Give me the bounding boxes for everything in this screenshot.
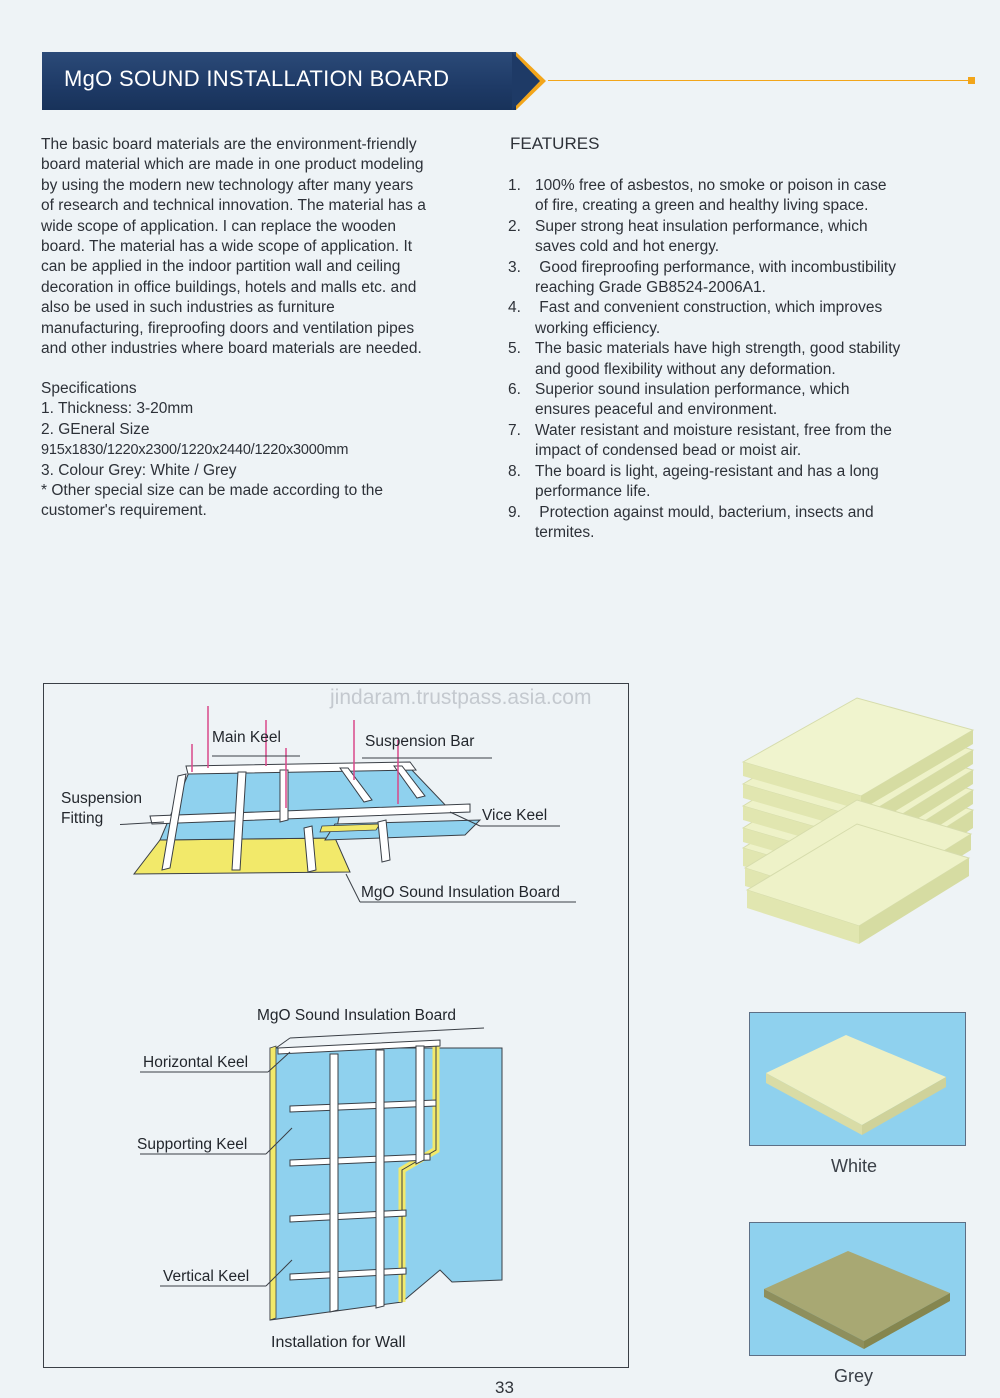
leader-line — [346, 874, 360, 902]
feature-item — [508, 176, 948, 217]
feature-number: 7. — [508, 421, 521, 439]
specifications — [41, 379, 491, 522]
feature-item — [508, 462, 948, 503]
feature-number: 5. — [508, 340, 521, 358]
banner-arrow — [512, 52, 540, 110]
vertical-keel — [376, 1050, 384, 1308]
grey-board-sample — [750, 1223, 964, 1354]
label-supporting-keel: Supporting Keel — [137, 1136, 248, 1153]
feature-number: 6. — [508, 381, 521, 399]
feature-number: 4. — [508, 299, 521, 317]
feature-item — [508, 380, 948, 421]
label-suspension-fitting: Fitting — [61, 810, 104, 827]
feature-line: The board is light, ageing-resistant and has a long — [535, 462, 879, 480]
feature-line: and good flexibility without any deformation. — [535, 360, 836, 378]
label-suspension-bar: Suspension Bar — [365, 733, 475, 750]
page-title: MgO SOUND INSTALLATION BOARD — [64, 66, 450, 91]
ceiling-diagram — [120, 700, 600, 910]
feature-item — [508, 421, 948, 462]
spec-line: 3. Colour Grey: White / Grey — [41, 461, 237, 479]
feature-number: 1. — [508, 177, 521, 194]
white-caption: White — [831, 1156, 878, 1176]
spec-line: customer's requirement. — [41, 502, 207, 520]
feature-number: 3. — [508, 258, 521, 276]
feature-item — [508, 298, 948, 339]
spec-line: * Other special size can be made according to the — [41, 482, 384, 500]
intro-line: can be applied in the indoor partition wall and ceiling — [41, 258, 401, 276]
spec-line: 1. Thickness: 3-20mm — [41, 400, 194, 418]
feature-line: reaching Grade GB8524-2006A1. — [535, 279, 766, 297]
feature-item — [508, 258, 948, 299]
feature-line: Water resistant and moisture resistant, free from the — [535, 421, 892, 439]
label-vice-keel: Vice Keel — [482, 807, 548, 824]
spec-heading: Specifications — [41, 380, 137, 397]
stacked-boards-image — [735, 690, 980, 980]
feature-item — [508, 503, 948, 544]
leader-line — [290, 1028, 484, 1038]
feature-line: 100% free of asbestos, no smoke or poison in case — [535, 177, 887, 194]
feature-line: Fast and convenient construction, which improves — [535, 299, 883, 317]
feature-item — [508, 217, 948, 258]
intro-line: board material which are made in one product modeling — [41, 156, 424, 174]
feature-line: working efficiency. — [535, 319, 661, 337]
label-suspension-fitting: Suspension — [61, 790, 143, 807]
spec-line: 2. GEneral Size — [41, 420, 150, 438]
intro-line: board. The material has a wide scope of application. It — [41, 238, 413, 256]
feature-number: 8. — [508, 462, 521, 480]
label-main-keel: Main Keel — [212, 729, 281, 746]
feature-line: ensures peaceful and environment. — [535, 401, 778, 419]
page-number: 33 — [495, 1378, 514, 1397]
vertical-keel — [330, 1054, 338, 1312]
label-ceiling-board: MgO Sound Insulation Board — [361, 884, 561, 901]
intro-line: manufacturing, fireproofing doors and ventilation pipes — [41, 319, 415, 337]
feature-line: of fire, creating a green and healthy living space. — [535, 197, 869, 215]
feature-line: performance life. — [535, 483, 651, 501]
watermark: jindaram.trustpass.asia.com — [330, 686, 592, 709]
feature-line: Superior sound insulation performance, which — [535, 381, 850, 399]
intro-line: also be used in such industries as furniture — [41, 299, 335, 317]
intro-line: The basic board materials are the environment-friendly — [41, 136, 417, 153]
grey-sample-image — [749, 1222, 966, 1356]
feature-line: termites. — [535, 523, 595, 541]
feature-number: 9. — [508, 503, 521, 521]
intro-line: wide scope of application. I can replace the wooden — [41, 217, 397, 235]
feature-line: Super strong heat insulation performance, which — [535, 217, 868, 235]
leader-line — [276, 1038, 290, 1048]
label-horizontal-keel: Horizontal Keel — [143, 1054, 249, 1071]
feature-number: 2. — [508, 217, 521, 235]
spec-line: 915x1830/1220x2300/1220x2440/1220x3000mm — [41, 442, 349, 459]
label-vertical-keel: Vertical Keel — [163, 1268, 250, 1285]
feature-line: impact of condensed bead or moist air. — [535, 442, 802, 460]
intro-paragraph — [41, 135, 481, 359]
feature-line: The basic materials have high strength, good stability — [535, 340, 901, 358]
white-sample-image — [749, 1012, 966, 1146]
intro-line: by using the modern new technology after many years — [41, 176, 414, 194]
wall-caption: Installation for Wall — [271, 1334, 406, 1351]
vertical-keel — [416, 1046, 424, 1164]
feature-line: Protection against mould, bacterium, insects and — [535, 503, 874, 521]
features-list — [508, 176, 948, 543]
feature-line: saves cold and hot energy. — [535, 238, 720, 256]
white-board-sample — [750, 1013, 964, 1144]
features-heading: FEATURES — [510, 134, 600, 153]
intro-line: of research and technical innovation. The material has a — [41, 197, 426, 215]
grey-caption: Grey — [834, 1366, 874, 1386]
feature-item — [508, 339, 948, 380]
header-rule — [548, 80, 972, 81]
intro-line: and other industries where board materials are needed. — [41, 340, 422, 358]
header-rule-dot — [968, 77, 975, 84]
vice-keel-strip — [280, 770, 288, 822]
intro-line: decoration in office buildings, hotels and malls etc. and — [41, 278, 417, 296]
feature-line: Good fireproofing performance, with incombustibility — [535, 258, 896, 276]
label-wall-board: MgO Sound Insulation Board — [257, 1007, 457, 1024]
